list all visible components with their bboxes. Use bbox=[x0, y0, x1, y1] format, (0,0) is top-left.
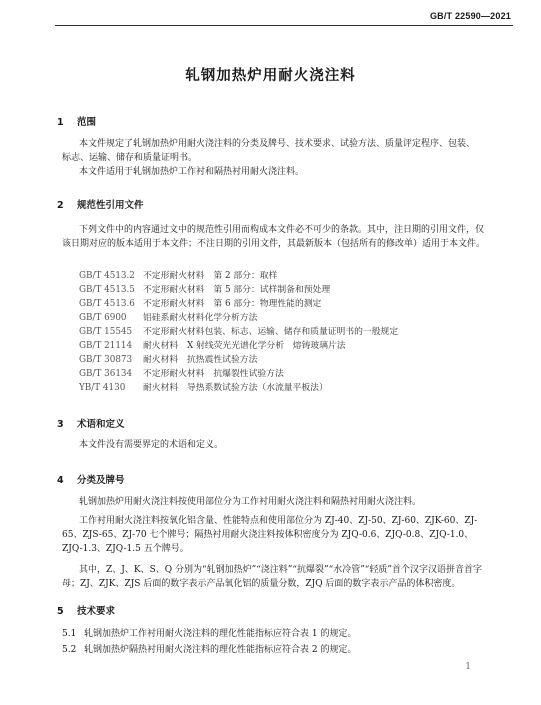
section-3-paragraph: 本文件没有需要界定的术语和定义。 bbox=[79, 440, 224, 450]
reference-item: GB/T 15545 不定形耐火材料包装、标志、运输、储存和质量证明书的一般规定 bbox=[79, 327, 399, 337]
document-title: 轧钢加热炉用耐火浇注料 bbox=[185, 68, 356, 84]
section-heading-1: 1 范围 bbox=[57, 117, 97, 128]
reference-item: GB/T 4513.2 不定形耐火材料 第 2 部分：取样 bbox=[79, 271, 278, 281]
reference-item: GB/T 36134 不定形耐火材料 抗爆裂性试验方法 bbox=[79, 369, 284, 379]
section-1-paragraph-2: 本文件适用于轧钢加热炉工作衬和隔热衬用耐火浇注料。 bbox=[79, 167, 305, 177]
section-heading-5: 5 技术要求 bbox=[57, 606, 116, 617]
section-2-intro: 下列文件中的内容通过文中的规范性引用而构成本文件必不可少的条款。其中，注日期的引用文件，仅该日期对应的版本适用于本文件；不注日期的引用文件，其最新版本（包括所有的修改单）适用于本文件。 bbox=[62, 225, 486, 249]
header-rule bbox=[55, 25, 513, 26]
section-heading-4: 4 分类及牌号 bbox=[57, 475, 125, 486]
section-1-paragraph-1: 本文件规定了轧钢加热炉用耐火浇注料的分类及牌号、技术要求、试验方法、质量评定程序、包装、标志、运输、储存和质量证明书。 bbox=[62, 139, 476, 163]
page-number: 1 bbox=[465, 662, 471, 672]
standard-number: GB/T 22590—2021 bbox=[429, 11, 511, 21]
reference-item: YB/T 4130 耐火材料 导热系数试验方法（水流量平板法） bbox=[79, 383, 328, 393]
section-heading-2: 2 规范性引用文件 bbox=[57, 200, 144, 211]
reference-item: GB/T 4513.6 不定形耐火材料 第 6 部分：物理性能的测定 bbox=[79, 299, 322, 309]
reference-item: GB/T 21114 耐火材料 X 射线荧光光谱化学分析 熔铸玻璃片法 bbox=[79, 341, 346, 351]
section-4-paragraph-2: 工作衬用耐火浇注料按氧化铝含量、性能特点和使用部位分为 ZJ-40、ZJ-50、ZJ-60、ZJK-60、ZJ-65、ZJS-65、ZJ-70 七个牌号；隔热衬用耐火浇注料按体积密度分为 ZJQ-0.6、ZJQ-0.8、ZJQ-1.0、ZJQ-1.3、ZJQ-1.5 五个牌号。 bbox=[62, 516, 478, 554]
reference-item: GB/T 6900 铝硅系耐火材料化学分析方法 bbox=[79, 313, 258, 323]
section-4-paragraph-3: 其中，Z、J、K、S、Q 分别为“轧钢加热炉”“浇注料”“抗爆裂”“水冷管”“轻质”首个汉字汉语拼音首字母；ZJ、ZJK、ZJS 后面的数字表示产品氧化铝的质量分数，ZJQ 后面的数字表示产品的体积密度。 bbox=[62, 565, 483, 589]
clause-5-2: 5.2 轧钢加热炉隔热衬用耐火浇注料的理化性能指标应符合表 2 的规定。 bbox=[62, 645, 357, 655]
section-4-paragraph-1: 轧钢加热炉用耐火浇注料按使用部位分为工作衬用耐火浇注料和隔热衬用耐火浇注料。 bbox=[79, 497, 422, 507]
clause-5-1: 5.1 轧钢加热炉工作衬用耐火浇注料的理化性能指标应符合表 1 的规定。 bbox=[62, 629, 357, 639]
reference-item: GB/T 30873 耐火材料 抗热震性试验方法 bbox=[79, 355, 258, 365]
section-heading-3: 3 术语和定义 bbox=[57, 419, 125, 430]
reference-item: GB/T 4513.5 不定形耐火材料 第 5 部分：试样制备和预处理 bbox=[79, 285, 331, 295]
